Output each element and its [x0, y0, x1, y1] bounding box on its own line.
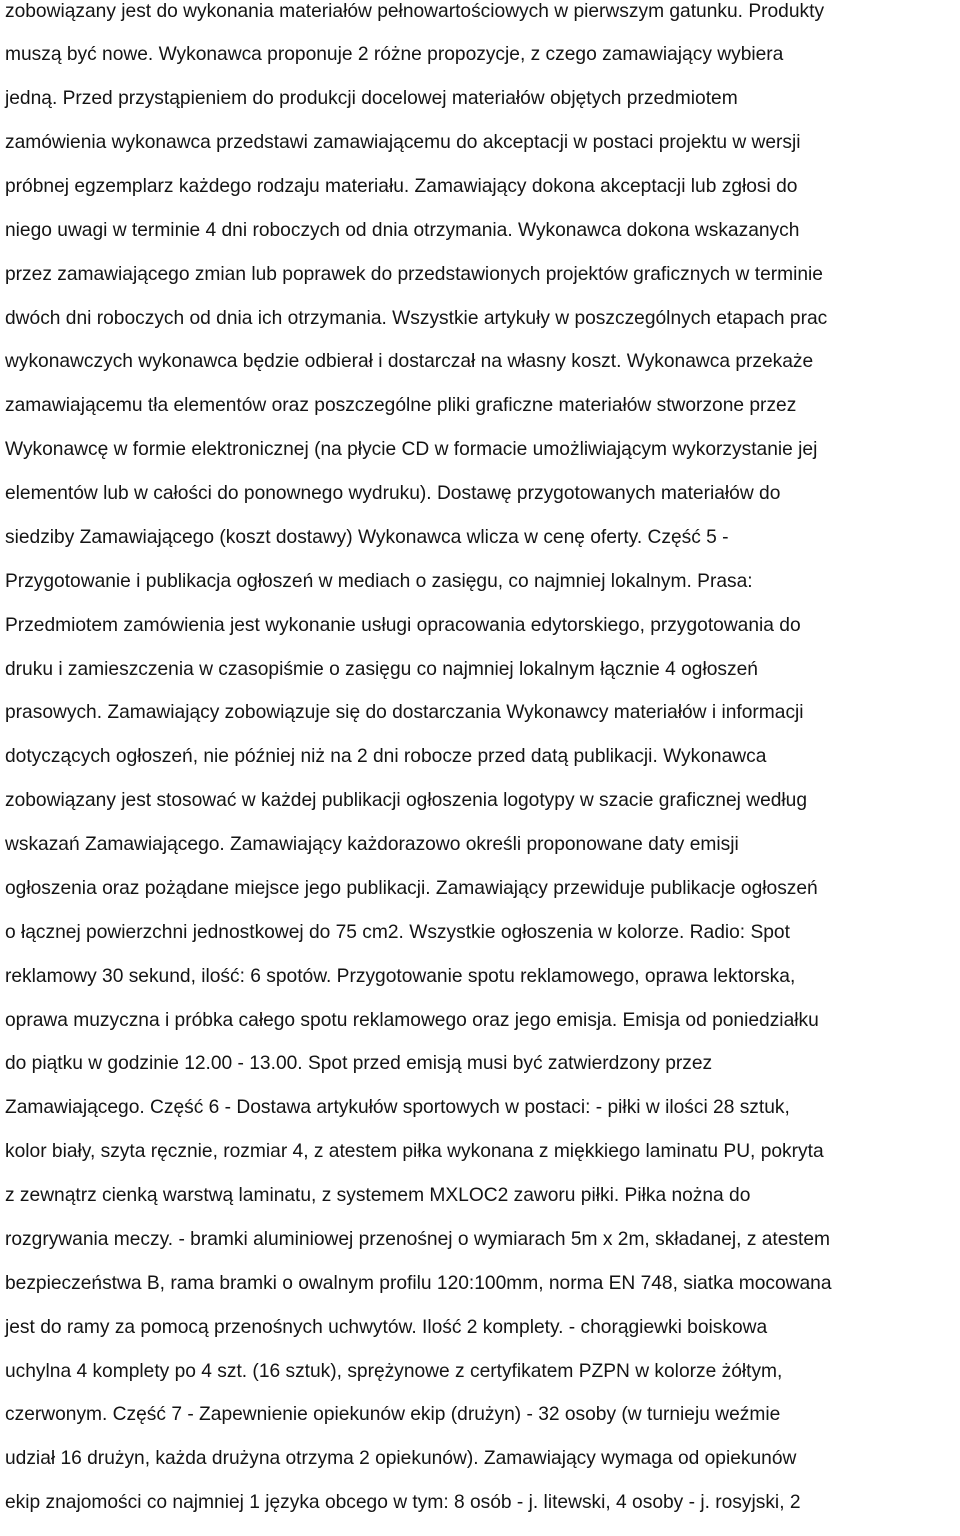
text-line: zamawiającemu tła elementów oraz poszczególne pliki graficzne materiałów stworzone przez	[5, 395, 797, 416]
text-line: próbnej egzemplarz każdego rodzaju materiału. Zamawiający dokona akceptacji lub zgłosi do	[5, 176, 798, 197]
text-line: reklamowy 30 sekund, ilość: 6 spotów. Przygotowanie spotu reklamowego, oprawa lektorska,	[5, 966, 796, 987]
text-line: Wykonawcę w formie elektronicznej (na płycie CD w formacie umożliwiającym wykorzystanie jej	[5, 439, 818, 460]
text-line: do piątku w godzinie 12.00 - 13.00. Spot przed emisją musi być zatwierdzony przez	[5, 1053, 713, 1074]
text-line: udział 16 drużyn, każda drużyna otrzyma 2 opiekunów). Zamawiający wymaga od opiekunów	[5, 1448, 797, 1469]
text-line: dotyczących ogłoszeń, nie później niż na 2 dni robocze przed datą publikacji. Wykonawca	[5, 746, 767, 767]
text-line: przez zamawiającego zmian lub poprawek do przedstawionych projektów graficznych w terminie	[5, 264, 823, 285]
text-line: z zewnątrz cienką warstwą laminatu, z systemem MXLOC2 zaworu piłki. Piłka nożna do	[5, 1185, 751, 1206]
text-line: niego uwagi w terminie 4 dni roboczych od dnia otrzymania. Wykonawca dokona wskazanych	[5, 220, 800, 241]
text-line: oprawa muzyczna i próbka całego spotu reklamowego oraz jego emisja. Emisja od poniedziałku	[5, 1010, 819, 1031]
text-line: o łącznej powierzchni jednostkowej do 75 cm2. Wszystkie ogłoszenia w kolorze. Radio: Spot	[5, 922, 790, 943]
text-line: druku i zamieszczenia w czasopiśmie o zasięgu co najmniej lokalnym łącznie 4 ogłoszeń	[5, 659, 758, 680]
text-line: zamówienia wykonawca przedstawi zamawiającemu do akceptacji w postaci projektu w wersji	[5, 132, 801, 153]
text-line: muszą być nowe. Wykonawca proponuje 2 różne propozycje, z czego zamawiający wybiera	[5, 44, 784, 65]
text-line: zobowiązany jest do wykonania materiałów pełnowartościowych w pierwszym gatunku. Produkty	[5, 1, 825, 22]
text-line: Przygotowanie i publikacja ogłoszeń w mediach o zasięgu, co najmniej lokalnym. Prasa:	[5, 571, 753, 592]
text-line: ekip znajomości co najmniej 1 języka obcego w tym: 8 osób - j. litewski, 4 osoby - j. rosyjski, 2	[5, 1492, 801, 1513]
text-line: wskazań Zamawiającego. Zamawiający każdorazowo określi proponowane daty emisji	[5, 834, 739, 855]
text-line: jest do ramy za pomocą przenośnych uchwytów. Ilość 2 komplety. - chorągiewki boiskowa	[5, 1317, 768, 1338]
text-line: wykonawczych wykonawca będzie odbierał i dostarczał na własny koszt. Wykonawca przekaże	[5, 351, 814, 372]
text-line: Przedmiotem zamówienia jest wykonanie usługi opracowania edytorskiego, przygotowania do	[5, 615, 801, 636]
text-line: zobowiązany jest stosować w każdej publikacji ogłoszenia logotypy w szacie graficznej według	[5, 790, 808, 811]
text-line: dwóch dni roboczych od dnia ich otrzymania. Wszystkie artykuły w poszczególnych etapach prac	[5, 308, 828, 329]
text-line: prasowych. Zamawiający zobowiązuje się do dostarczania Wykonawcy materiałów i informacji	[5, 702, 804, 723]
text-line: czerwonym. Część 7 - Zapewnienie opiekunów ekip (drużyn) - 32 osoby (w turnieju weźmie	[5, 1404, 781, 1425]
text-line: uchylna 4 komplety po 4 szt. (16 sztuk), sprężynowe z certyfikatem PZPN w kolorze żółtym,	[5, 1361, 783, 1382]
text-line: bezpieczeństwa B, rama bramki o owalnym profilu 120:100mm, norma EN 748, siatka mocowana	[5, 1273, 832, 1294]
text-line: kolor biały, szyta ręcznie, rozmiar 4, z atestem piłka wykonana z miękkiego laminatu PU, pokryta	[5, 1141, 824, 1162]
text-line: elementów lub w całości do ponownego wydruku). Dostawę przygotowanych materiałów do	[5, 483, 781, 504]
text-line: ogłoszenia oraz pożądane miejsce jego publikacji. Zamawiający przewiduje publikacje ogłoszeń	[5, 878, 818, 899]
text-line: jedną. Przed przystąpieniem do produkcji docelowej materiałów objętych przedmiotem	[5, 88, 738, 109]
text-line: rozgrywania meczy. - bramki aluminiowej przenośnej o wymiarach 5m x 2m, składanej, z atestem	[5, 1229, 831, 1250]
text-line: Zamawiającego. Część 6 - Dostawa artykułów sportowych w postaci: - piłki w ilości 28 sztuk,	[5, 1097, 790, 1118]
text-line: siedziby Zamawiającego (koszt dostawy) Wykonawca wlicza w cenę oferty. Część 5 -	[5, 527, 729, 548]
